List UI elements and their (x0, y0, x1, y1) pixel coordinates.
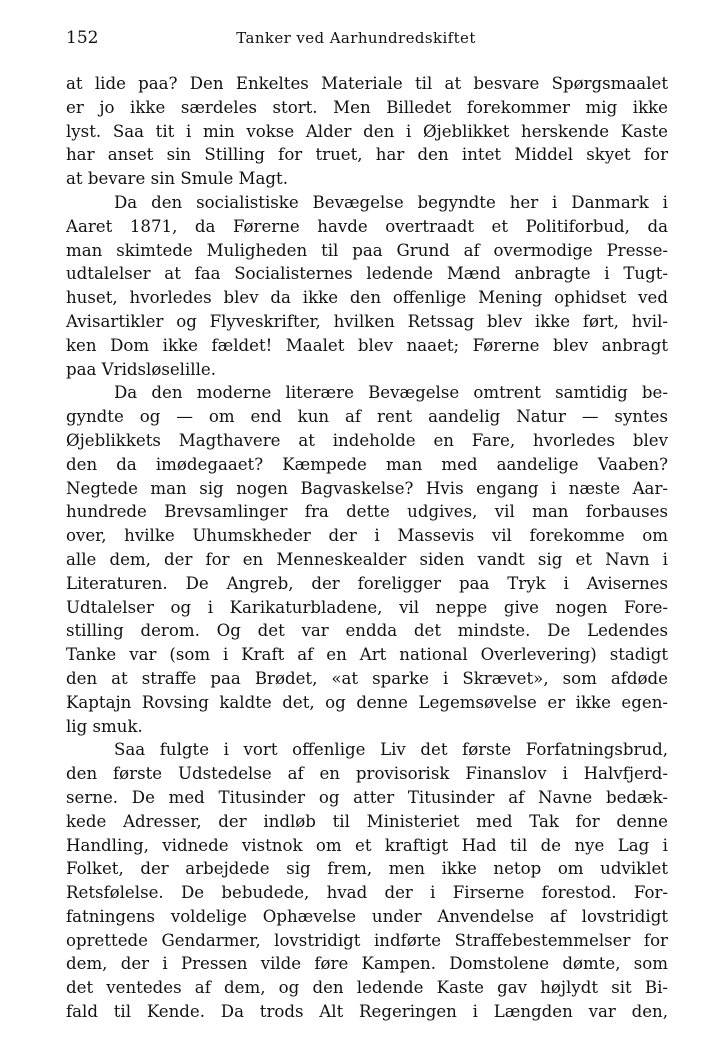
text-line: Negtede man sig nogen Bagvaskelse? Hvis engang i næste Aar- (66, 478, 668, 498)
text-line: at bevare sin Smule Magt. (66, 169, 288, 189)
text-line: gyndte og — om end kun af rent aandelig Natur — syntes (66, 407, 668, 427)
text-line: er jo ikke særdeles stort. Men Billedet forekommer mig ikke (66, 97, 668, 117)
text-line: fatningens voldelige Ophævelse under Anvendelse af lovstridigt (66, 906, 668, 926)
text-line: den at straffe paa Brødet, «at sparke i Skrævet», som afdøde (66, 668, 668, 688)
text-line: fald til Kende. Da trods Alt Regeringen i Længden var den, (66, 1002, 668, 1022)
text-line: Da den moderne literære Bevægelse omtrent samtidig be- (114, 383, 668, 403)
text-line: paa Vridsløselille. (66, 359, 217, 379)
text-line: oprettede Gendarmer, lovstridigt indførte Straffebestemmelser for (66, 930, 668, 950)
body-text (66, 72, 668, 1024)
text-line: stilling derom. Og det var endda det mindste. De Ledendes (66, 621, 668, 641)
text-line: lyst. Saa tit i min vokse Alder den i Øjeblikket herskende Kaste (66, 121, 668, 141)
text-line: Folket, der arbejdede sig frem, men ikke netop om udviklet (66, 859, 668, 879)
text-line: Tanke var (som i Kraft af en Art national Overlevering) stadigt (66, 645, 668, 665)
text-line: huset, hvorledes blev da ikke den offenlige Mening ophidset ved (66, 288, 668, 308)
text-line: Avisartikler og Flyveskrifter, hvilken Retssag blev ikke ført, hvil- (66, 311, 668, 331)
text-line: ken Dom ikke fældet! Maalet blev naaet; Førerne blev anbragt (66, 335, 668, 355)
text-line: Udtalelser og i Karikaturbladene, vil neppe give nogen Fore- (66, 597, 668, 617)
text-line: serne. De med Titusinder og atter Titusinder af Navne bedæk- (66, 787, 668, 807)
text-line: Kaptajn Rovsing kaldte det, og denne Legemsøvelse er ikke egen- (66, 692, 668, 712)
text-line: man skimtede Muligheden til paa Grund af overmodige Presse- (66, 240, 668, 260)
text-line: udtalelser at faa Socialisternes ledende Mænd anbragte i Tugt- (66, 264, 668, 284)
text-line: det ventedes af dem, og den ledende Kaste gav højlydt sit Bi- (66, 978, 668, 998)
text-line: Saa fulgte i vort offenlige Liv det første Forfatningsbrud, (114, 740, 668, 760)
text-line: Handling, vidnede vistnok om et kraftigt Had til de nye Lag i (66, 835, 668, 855)
text-line: lig smuk. (66, 716, 143, 736)
text-line: alle dem, der for en Menneskealder siden vandt sig et Navn i (66, 549, 668, 569)
text-line: Øjeblikkets Magthavere at indeholde en Fare, hvorledes blev (66, 430, 668, 450)
text-line: over, hvilke Uhumskheder der i Massevis vil forekomme om (66, 526, 668, 546)
text-line: dem, der i Pressen vilde føre Kampen. Domstolene dømte, som (66, 954, 668, 974)
text-line: Literaturen. De Angreb, der foreligger paa Tryk i Avisernes (66, 573, 668, 593)
running-title: Tanker ved Aarhundredskiftet (236, 29, 476, 47)
text-line: Aaret 1871, da Førerne havde overtraadt et Politiforbud, da (66, 216, 668, 236)
text-line: den da imødegaaet? Kæmpede man med aandelige Vaaben? (66, 454, 668, 474)
text-line: at lide paa? Den Enkeltes Materiale til at besvare Spørgsmaalet (66, 74, 668, 93)
text-line: hundrede Brevsamlinger fra dette udgives, vil man forbauses (66, 502, 668, 522)
text-line: har anset sin Stilling for truet, har den intet Middel skyet for (66, 145, 668, 165)
text-line: den første Udstedelse af en provisorisk Finanslov i Halvfjerd- (66, 764, 668, 784)
text-line: Da den socialistiske Bevægelse begyndte her i Danmark i (114, 192, 668, 212)
text-line: Retsfølelse. De bebudede, hvad der i Firserne forestod. For- (66, 883, 668, 903)
text-line: kede Adresser, der indløb til Ministeriet med Tak for denne (66, 811, 668, 831)
page-number: 152 (66, 28, 99, 48)
